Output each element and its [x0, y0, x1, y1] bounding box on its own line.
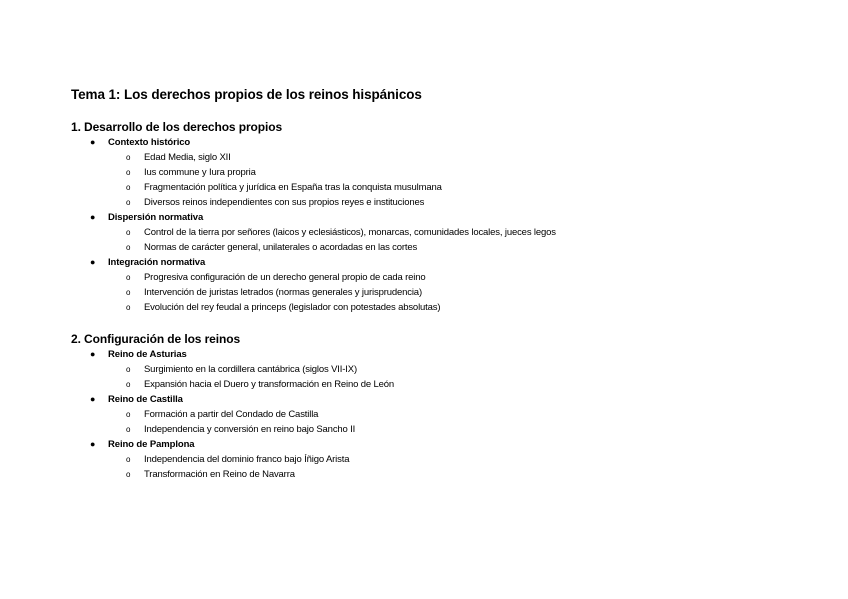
sub-list-item: [108, 407, 811, 422]
sub-list-item: [108, 225, 811, 240]
sub-list: [108, 150, 811, 210]
bullet-icon: ●: [90, 212, 96, 222]
section-configuracion: [71, 331, 811, 482]
bullet-icon: ●: [90, 257, 96, 267]
sub-list-item-text: Independencia del dominio franco bajo Íñigo Arista: [144, 454, 350, 465]
section-desarrollo: [71, 119, 811, 315]
sub-list: [108, 452, 811, 482]
section-heading: 1. Desarrollo de los derechos propios: [71, 120, 283, 134]
circle-bullet-icon: o: [126, 470, 131, 479]
sub-list-item-text: Progresiva configuración de un derecho general propio de cada reino: [144, 272, 426, 283]
circle-bullet-icon: o: [126, 303, 131, 312]
sub-list-item: [108, 180, 811, 195]
circle-bullet-icon: o: [126, 273, 131, 282]
bullet-icon: ●: [90, 394, 96, 404]
list-item: [71, 347, 811, 392]
list-item-label: Integración normativa: [108, 257, 206, 268]
bullet-icon: ●: [90, 137, 96, 147]
bullet-list: [71, 347, 811, 482]
list-item: [71, 437, 811, 482]
sub-list-item: [108, 150, 811, 165]
sub-list-item-text: Normas de carácter general, unilaterales o acordadas en las cortes: [144, 242, 418, 253]
list-item: [71, 135, 811, 210]
circle-bullet-icon: o: [126, 198, 131, 207]
circle-bullet-icon: o: [126, 183, 131, 192]
section-heading: 2. Configuración de los reinos: [71, 332, 241, 346]
sub-list-item-text: Diversos reinos independientes con sus propios reyes e instituciones: [144, 197, 425, 208]
circle-bullet-icon: o: [126, 410, 131, 419]
sub-list-item: [108, 467, 811, 482]
sub-list: [108, 407, 811, 437]
sub-list-item-text: Surgimiento en la cordillera cantábrica (siglos VII-IX): [144, 364, 357, 375]
circle-bullet-icon: o: [126, 425, 131, 434]
bullet-list: [71, 135, 811, 315]
bullet-icon: ●: [90, 349, 96, 359]
sub-list-item-text: Control de la tierra por señores (laicos y eclesiásticos), monarcas, comunidades locales, jueces legos: [144, 227, 556, 238]
sub-list-item: [108, 195, 811, 210]
document-title: Tema 1: Los derechos propios de los reinos hispánicos: [71, 87, 422, 102]
sub-list-item-text: Fragmentación política y jurídica en España tras la conquista musulmana: [144, 182, 442, 193]
circle-bullet-icon: o: [126, 168, 131, 177]
list-item-label: Reino de Castilla: [108, 394, 183, 405]
list-item: [71, 392, 811, 437]
sub-list-item-text: Formación a partir del Condado de Castilla: [144, 409, 319, 420]
sub-list-item: [108, 240, 811, 255]
circle-bullet-icon: o: [126, 288, 131, 297]
sub-list-item: [108, 362, 811, 377]
circle-bullet-icon: o: [126, 365, 131, 374]
sub-list-item-text: Edad Media, siglo XII: [144, 152, 231, 163]
circle-bullet-icon: o: [126, 380, 131, 389]
sub-list-item: [108, 422, 811, 437]
circle-bullet-icon: o: [126, 228, 131, 237]
sub-list-item-text: Independencia y conversión en reino bajo Sancho II: [144, 424, 356, 435]
sub-list-item-text: Transformación en Reino de Navarra: [144, 469, 295, 480]
sub-list-item: [108, 165, 811, 180]
sub-list-item-text: Expansión hacia el Duero y transformación en Reino de León: [144, 379, 395, 390]
sub-list-item: [108, 452, 811, 467]
sub-list: [108, 362, 811, 392]
sub-list-item: [108, 300, 811, 315]
sub-list-item-text: Intervención de juristas letrados (normas generales y jurisprudencia): [144, 287, 422, 298]
sub-list: [108, 225, 811, 255]
circle-bullet-icon: o: [126, 455, 131, 464]
list-item: [71, 210, 811, 255]
sub-list: [108, 270, 811, 315]
list-item-label: Reino de Asturias: [108, 349, 187, 360]
circle-bullet-icon: o: [126, 243, 131, 252]
sub-list-item-text: Evolución del rey feudal a princeps (legislador con potestades absolutas): [144, 302, 441, 313]
list-item: [71, 255, 811, 315]
circle-bullet-icon: o: [126, 153, 131, 162]
list-item-label: Contexto histórico: [108, 137, 191, 148]
sub-list-item: [108, 270, 811, 285]
list-item-label: Reino de Pamplona: [108, 439, 195, 450]
document-page: [71, 86, 811, 482]
sub-list-item-text: Ius commune y Iura propria: [144, 167, 256, 178]
list-item-label: Dispersión normativa: [108, 212, 204, 223]
sub-list-item: [108, 377, 811, 392]
bullet-icon: ●: [90, 439, 96, 449]
sub-list-item: [108, 285, 811, 300]
